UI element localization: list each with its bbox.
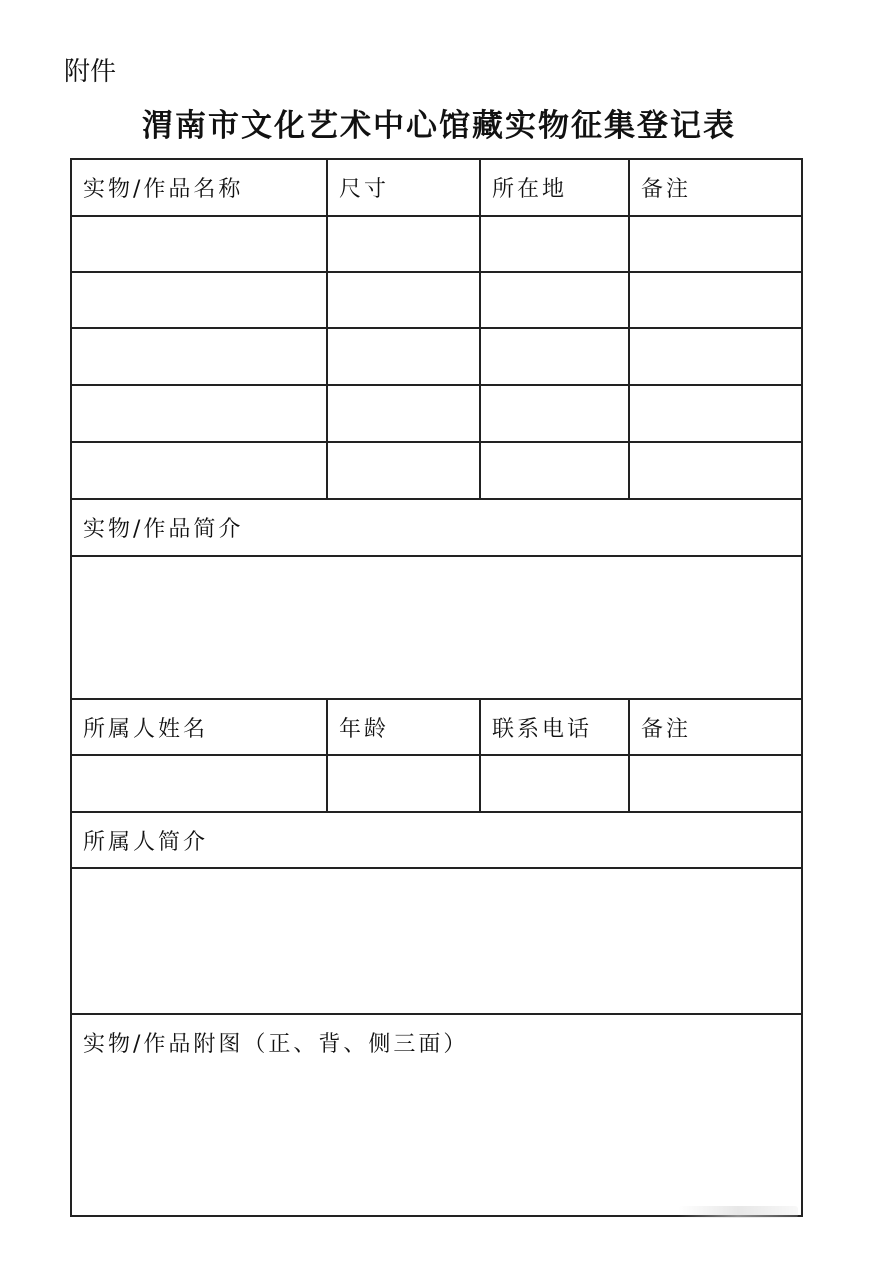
photos-row — [71, 1014, 802, 1216]
item-size-header: 尺寸 — [327, 159, 480, 216]
item-remarks-cell[interactable] — [629, 385, 802, 442]
item-location-cell[interactable] — [480, 216, 629, 272]
item-intro-field[interactable] — [71, 556, 802, 699]
owner-phone-cell[interactable] — [480, 755, 629, 812]
owner-intro-label-row — [71, 812, 802, 868]
item-name-cell[interactable] — [71, 328, 327, 385]
item-name-cell[interactable] — [71, 442, 327, 499]
attachment-label: 附件 — [64, 57, 117, 87]
item-entry-row — [71, 272, 802, 328]
item-intro-label: 实物/作品简介 — [71, 499, 802, 556]
item-entry-row — [71, 442, 802, 499]
item-name-header: 实物/作品名称 — [71, 159, 327, 216]
item-remarks-cell[interactable] — [629, 328, 802, 385]
item-remarks-cell[interactable] — [629, 216, 802, 272]
item-location-cell[interactable] — [480, 442, 629, 499]
owner-intro-row — [71, 868, 802, 1014]
item-entry-row — [71, 216, 802, 272]
watermark — [678, 1206, 798, 1218]
item-size-cell[interactable] — [327, 442, 480, 499]
form-title: 渭南市文化艺术中心馆藏实物征集登记表 — [142, 108, 736, 144]
owner-remarks-header: 备注 — [629, 699, 802, 755]
item-name-cell[interactable] — [71, 272, 327, 328]
owner-age-header: 年龄 — [327, 699, 480, 755]
owner-entry-row — [71, 755, 802, 812]
item-header-row — [71, 159, 802, 216]
item-size-cell[interactable] — [327, 216, 480, 272]
item-remarks-cell[interactable] — [629, 272, 802, 328]
item-intro-row — [71, 556, 802, 699]
item-location-cell[interactable] — [480, 272, 629, 328]
item-location-cell[interactable] — [480, 328, 629, 385]
item-remarks-header: 备注 — [629, 159, 802, 216]
item-location-cell[interactable] — [480, 385, 629, 442]
item-name-cell[interactable] — [71, 385, 327, 442]
item-entry-row — [71, 385, 802, 442]
item-entry-row — [71, 328, 802, 385]
owner-name-header: 所属人姓名 — [71, 699, 327, 755]
item-size-cell[interactable] — [327, 328, 480, 385]
owner-age-cell[interactable] — [327, 755, 480, 812]
item-name-cell[interactable] — [71, 216, 327, 272]
owner-intro-field[interactable] — [71, 868, 802, 1014]
owner-name-cell[interactable] — [71, 755, 327, 812]
photos-field[interactable] — [71, 1014, 802, 1216]
registration-form-table — [70, 158, 803, 1217]
owner-header-row — [71, 699, 802, 755]
item-remarks-cell[interactable] — [629, 442, 802, 499]
owner-intro-label: 所属人简介 — [71, 812, 802, 868]
photos-label: 实物/作品附图（正、背、侧三面） — [83, 1032, 469, 1057]
owner-remarks-cell[interactable] — [629, 755, 802, 812]
item-intro-label-row — [71, 499, 802, 556]
item-location-header: 所在地 — [480, 159, 629, 216]
item-size-cell[interactable] — [327, 272, 480, 328]
item-size-cell[interactable] — [327, 385, 480, 442]
owner-phone-header: 联系电话 — [480, 699, 629, 755]
